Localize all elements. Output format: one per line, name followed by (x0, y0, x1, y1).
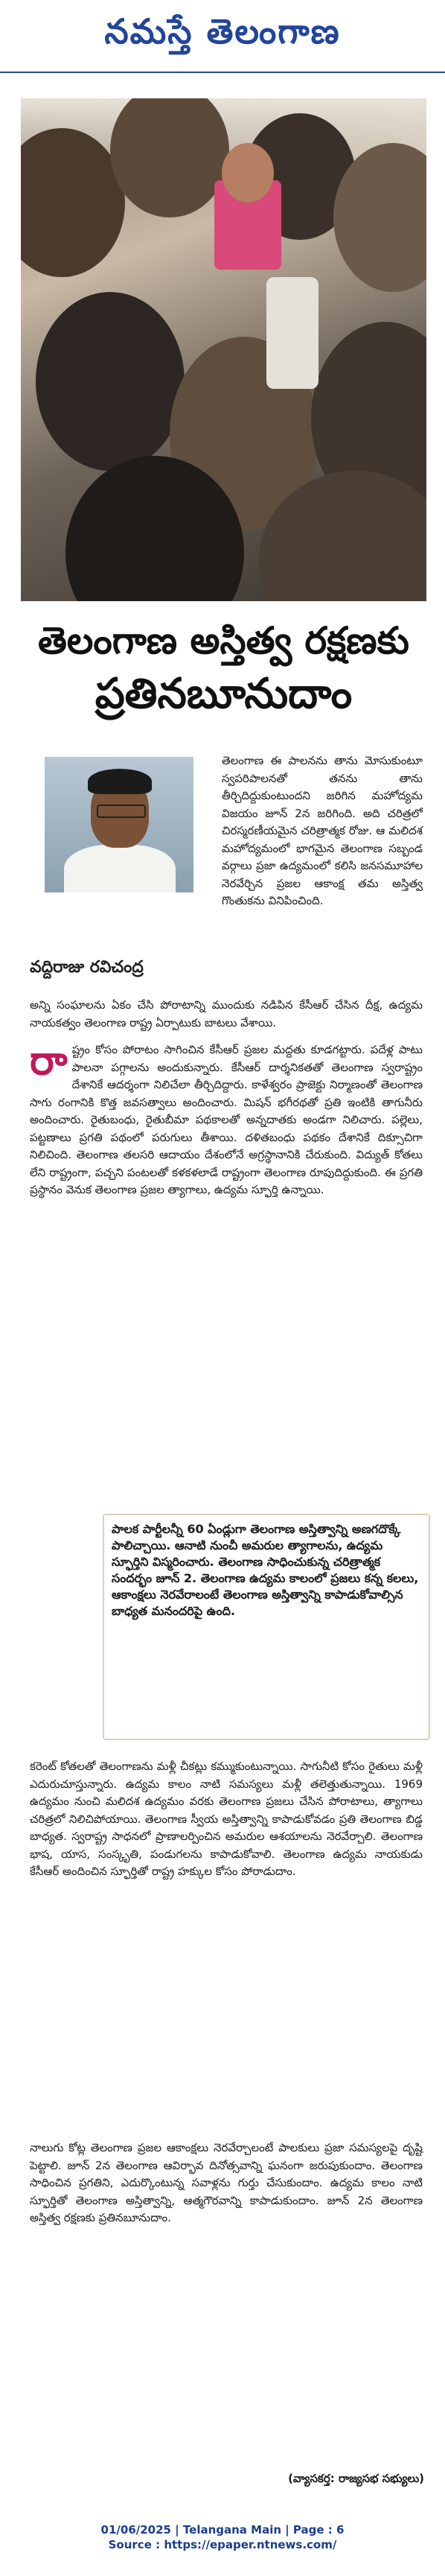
masthead (0, 0, 445, 73)
author-byline: వద్దిరాజు రవిచంద్ర (30, 958, 144, 977)
article-intro-tail: అన్ని సంఘాలను ఏకం చేసి పోరాటాన్ని ముందుకు నడిపిన కేసీఆర్ చేసిన దీక్ష, ఉద్యమ నాయకత్వం తెలంగాణ రాష్ట్ర ఏర్పాటుకు బాటలు వేశాయి. (30, 998, 423, 1030)
article-body-1-text: ష్ట్రం కోసం పోరాటం సాగించిన కేసీఆర్ ప్రజల మద్దతు కూడగట్టారు. పదేళ్ల పాటు పాలనా పగ్గాలను అందుకున్నారు. కేసీఆర్ దార్శనికతతో తెలంగాణ స్వరాష్ట్రం దేశానికే ఆదర్శంగా నిలిచేలా తీర్చిదిద్దారు. కాళేశ్వరం ప్రాజెక్టు నిర్మాణంతో తెలంగాణ సాగు రంగానికి కొత్త జవసత్వాలు అందించారు. మిషన్ భగీరథతో ప్రతి ఇంటికి తాగునీరు అందించారు. రైతుబంధు, రైతుబీమా పథకాలతో అన్నదాతకు అండగా నిలిచారు. పల్లెలు, పట్టణాలు ప్రగతి పథంలో పరుగులు తీశాయి. దళితబంధు పథకం దేశానికే దిక్సూచిగా నిలిచింది. తెలంగాణ తలసరి ఆదాయం దేశంలోనే అగ్రస్థానానికి చేరుకుంది. విద్యుత్ కోతలు లేని రాష్ట్రంగా, పచ్చని పంటలతో కళకళలాడే రాష్ట్రంగా తెలంగాణ రూపుదిద్దుకుంది. ఈ ప్రగతి ప్రస్థానం వెనుక తెలంగాణ ప్రజల త్యాగాలు, ఉద్యమ స్ఫూర్తి ఉన్నాయి. (30, 1043, 423, 1196)
headline-line-1: తెలంగాణ అస్తిత్వ రక్షణకు (38, 618, 409, 662)
article-intro: తెలంగాణ ఈ పాలనను తాను మోసుకుంటూ స్వపరిపాలనతో తనను తాను తీర్చిదిద్దుకుంటుందని జరిగిన మహోద్యమ విజయం జూన్ 2న జరిగింది. అది చరిత్రలో చిరస్మరణీయమైన చరిత్రాత్మక రోజు. ఆ మలిదశ మహోద్యమంలో భాగమైన తెలంగాణ సబ్బండ వర్గాలు ప్రజా ఉద్యమంలో కలిసి జనసమూహాల నెరవేర్చిన ప్రజల ఆకాంక్ష తమ అస్తిత్వ గొంతుకను వినిపించింది. (222, 754, 423, 907)
article-body-3: నాలుగు కోట్ల తెలంగాణ ప్రజల ఆకాంక్షలు నెరవేర్చాలంటే పాలకులు ప్రజా సమస్యలపై దృష్టి పెట్టాలి. జూన్ 2న తెలంగాణ ఆవిర్భావ దినోత్సవాన్ని ఘనంగా జరుపుకుందాం. తెలంగాణ సాధించిన ప్రగతిని, ఎదుర్కొంటున్న సవాళ్లను గుర్తు చేసుకుందాం. ఉద్యమ కాలం నాటి స్ఫూర్తితో తెలంగాణ అస్తిత్వాన్ని, ఆత్మగౌరవాన్ని కాపాడుకుందాం. జూన్ 2న తెలంగాణ అస్తిత్వ రక్షణకు ప్రతినబూనుదాం. (30, 2141, 423, 2224)
author-portrait (45, 757, 193, 892)
source-link[interactable]: Source : https://epaper.ntnews.com/ (108, 2538, 337, 2551)
headline-line-2: ప్రతినబూనుదాం (95, 669, 353, 718)
highlight-text: పాలక పార్టీలన్నీ 60 ఏండ్లుగా తెలంగాణ అస్తిత్వాన్ని అణగదొక్కే పాలిచ్చాయి. ఆనాటి నుంచీ అమరుల త్యాగాలను, ఉద్యమ స్ఫూర్తిని విస్మరించారు. తెలంగాణ సాధించుకున్న చరిత్రాత్మక సందర్భం జూన్ 2. తెలంగాణ ఉద్యమ కాలంలో ప్రజలు కన్న కలలు, ఆకాంక్షలు నెరవేరాలంటే తెలంగాణ అస్తిత్వాన్ని కాపాడుకోవాల్సిన బాధ్యత మనందరిపై ఉంది. (112, 1522, 419, 1618)
drop-cap: రా (30, 1036, 68, 1084)
masthead-title: నమస్తే తెలంగాణ (104, 11, 341, 51)
edition-info: 01/06/2025 | Telangana Main | Page : 6 (100, 2523, 345, 2537)
article-body-1 (30, 1036, 423, 1199)
author-note: (వ్యాసకర్త: రాజ్యసభ సభ్యులు) (288, 2472, 424, 2485)
article-body-2: కరెంట్ కోతలతో తెలంగాణను మళ్లీ చీకట్లు కమ్ముకుంటున్నాయి. సాగునీటి కోసం రైతులు మళ్లీ ఎదురుచూస్తున్నారు. ఉద్యమ కాలం నాటి సమస్యలు మళ్లీ తలెత్తుతున్నాయి. 1969 ఉద్యమం నుంచి మలిదశ ఉద్యమం వరకు తెలంగాణ ప్రజలు చేసిన పోరాటాలు, త్యాగాలు చరిత్రలో నిలిచిపోయాయి. తెలంగాణ స్వీయ అస్తిత్వాన్ని కాపాడుకోవడం ప్రతి తెలంగాణ బిడ్డ బాధ్యత. స్వరాష్ట్ర సాధనలో ప్రాణాలర్పించిన అమరుల ఆశయాలను నెరవేర్చాలి. తెలంగాణ భాష, యాస, సంస్కృతి, పండుగలను కాపాడుకోవాలి. తెలంగాణ ఉద్యమ నాయకుడు కేసీఆర్ అందించిన స్ఫూర్తితో రాష్ట్ర హక్కుల కోసం పోరాడుదాం. (30, 1760, 423, 1878)
page-footer (0, 2522, 445, 2552)
lead-photo (21, 98, 426, 601)
